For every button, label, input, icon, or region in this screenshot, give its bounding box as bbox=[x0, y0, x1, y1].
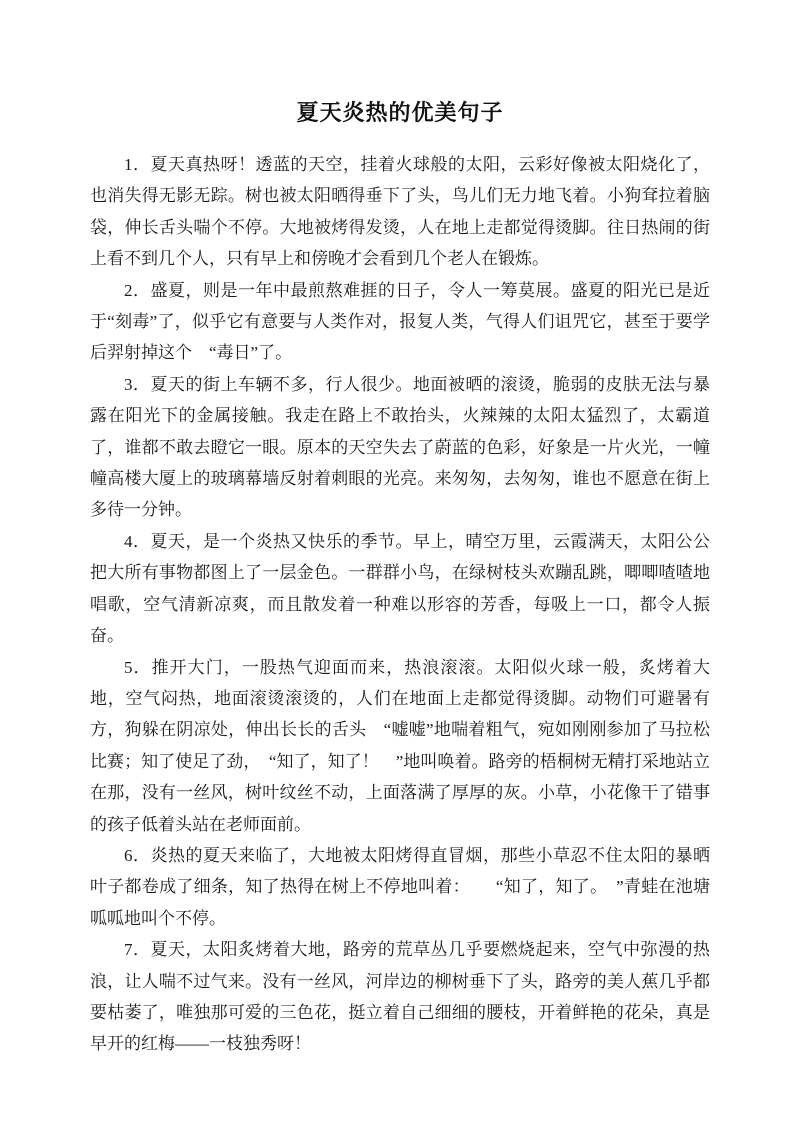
paragraph-6: 6．炎热的夏天来临了，大地被太阳烤得直冒烟，那些小草忍不住太阳的暴晒叶子都卷成了细条，知了热得在树上不停地叫着： “知了，知了。 ”青蛙在池塘呱呱地叫个不停。 bbox=[90, 845, 710, 928]
document-body bbox=[90, 149, 710, 1060]
paragraph-4: 4．夏天，是一个炎热又快乐的季节。早上，晴空万里，云霞满天，太阳公公把大所有事物都图上了一层金色。一群群小鸟，在绿树枝头欢蹦乱跳，唧唧喳喳地唱歌，空气清新凉爽，而且散发着一种难以形容的芳香，每吸上一口，都令人振奋。 bbox=[90, 531, 710, 646]
paragraph-5: 5．推开大门，一股热气迎面而来，热浪滚滚。太阳似火球一般，炙烤着大地，空气闷热，地面滚烫滚烫的，人们在地面上走都觉得烫脚。动物们可避暑有方，狗躲在阴凉处，伸出长长的舌头 “嘘嘘”地喘着粗气，宛如刚刚参加了马拉松比赛；知了使足了劲， “知了，知了！ ”地叫唤着。路旁的梧桐树无精打采地站立在那，没有一丝风，树叶纹丝不动，上面落满了厚厚的灰。小草，小花像干了错事的孩子低着头站在老师面前。 bbox=[90, 657, 710, 834]
paragraph-2: 2．盛夏，则是一年中最煎熬难捱的日子，令人一筹莫展。盛夏的阳光已是近于“刻毒”了，似乎它有意要与人类作对，报复人类，气得人们诅咒它，甚至于要学后羿射掉这个 “毒日”了。 bbox=[90, 280, 710, 363]
paragraph-7: 7．夏天，太阳炙烤着大地，路旁的荒草丛几乎要燃烧起来，空气中弥漫的热浪，让人喘不过气来。没有一丝风，河岸边的柳树垂下了头，路旁的美人蕉几乎都要枯萎了，唯独那可爱的三色花，挺立着自己细细的腰枝，开着鲜艳的花朵，真是早开的红梅——一枝独秀呀！ bbox=[90, 940, 710, 1054]
paragraph-3: 3．夏天的街上车辆不多，行人很少。地面被晒的滚烫，脆弱的皮肤无法与暴露在阳光下的金属接触。我走在路上不敢抬头，火辣辣的太阳太猛烈了，太霸道了，谁都不敢去瞪它一眼。原本的天空失去了蔚蓝的色彩，好象是一片火光，一幢幢高楼大厦上的玻璃幕墙反射着刺眼的光亮。来匆匆，去匆匆，谁也不愿意在街上多待一分钟。 bbox=[90, 374, 710, 520]
paragraph-1: 1．夏天真热呀！透蓝的天空，挂着火球般的太阳，云彩好像被太阳烧化了，也消失得无影无踪。树也被太阳晒得垂下了头，鸟儿们无力地飞着。小狗耷拉着脑袋，伸长舌头喘个不停。大地被烤得发烫，人在地上走都觉得烫脚。往日热闹的街上看不到几个人，只有早上和傍晚才会看到几个老人在锻炼。 bbox=[90, 155, 710, 269]
document-title: 夏天炎热的优美句子 bbox=[296, 100, 504, 125]
